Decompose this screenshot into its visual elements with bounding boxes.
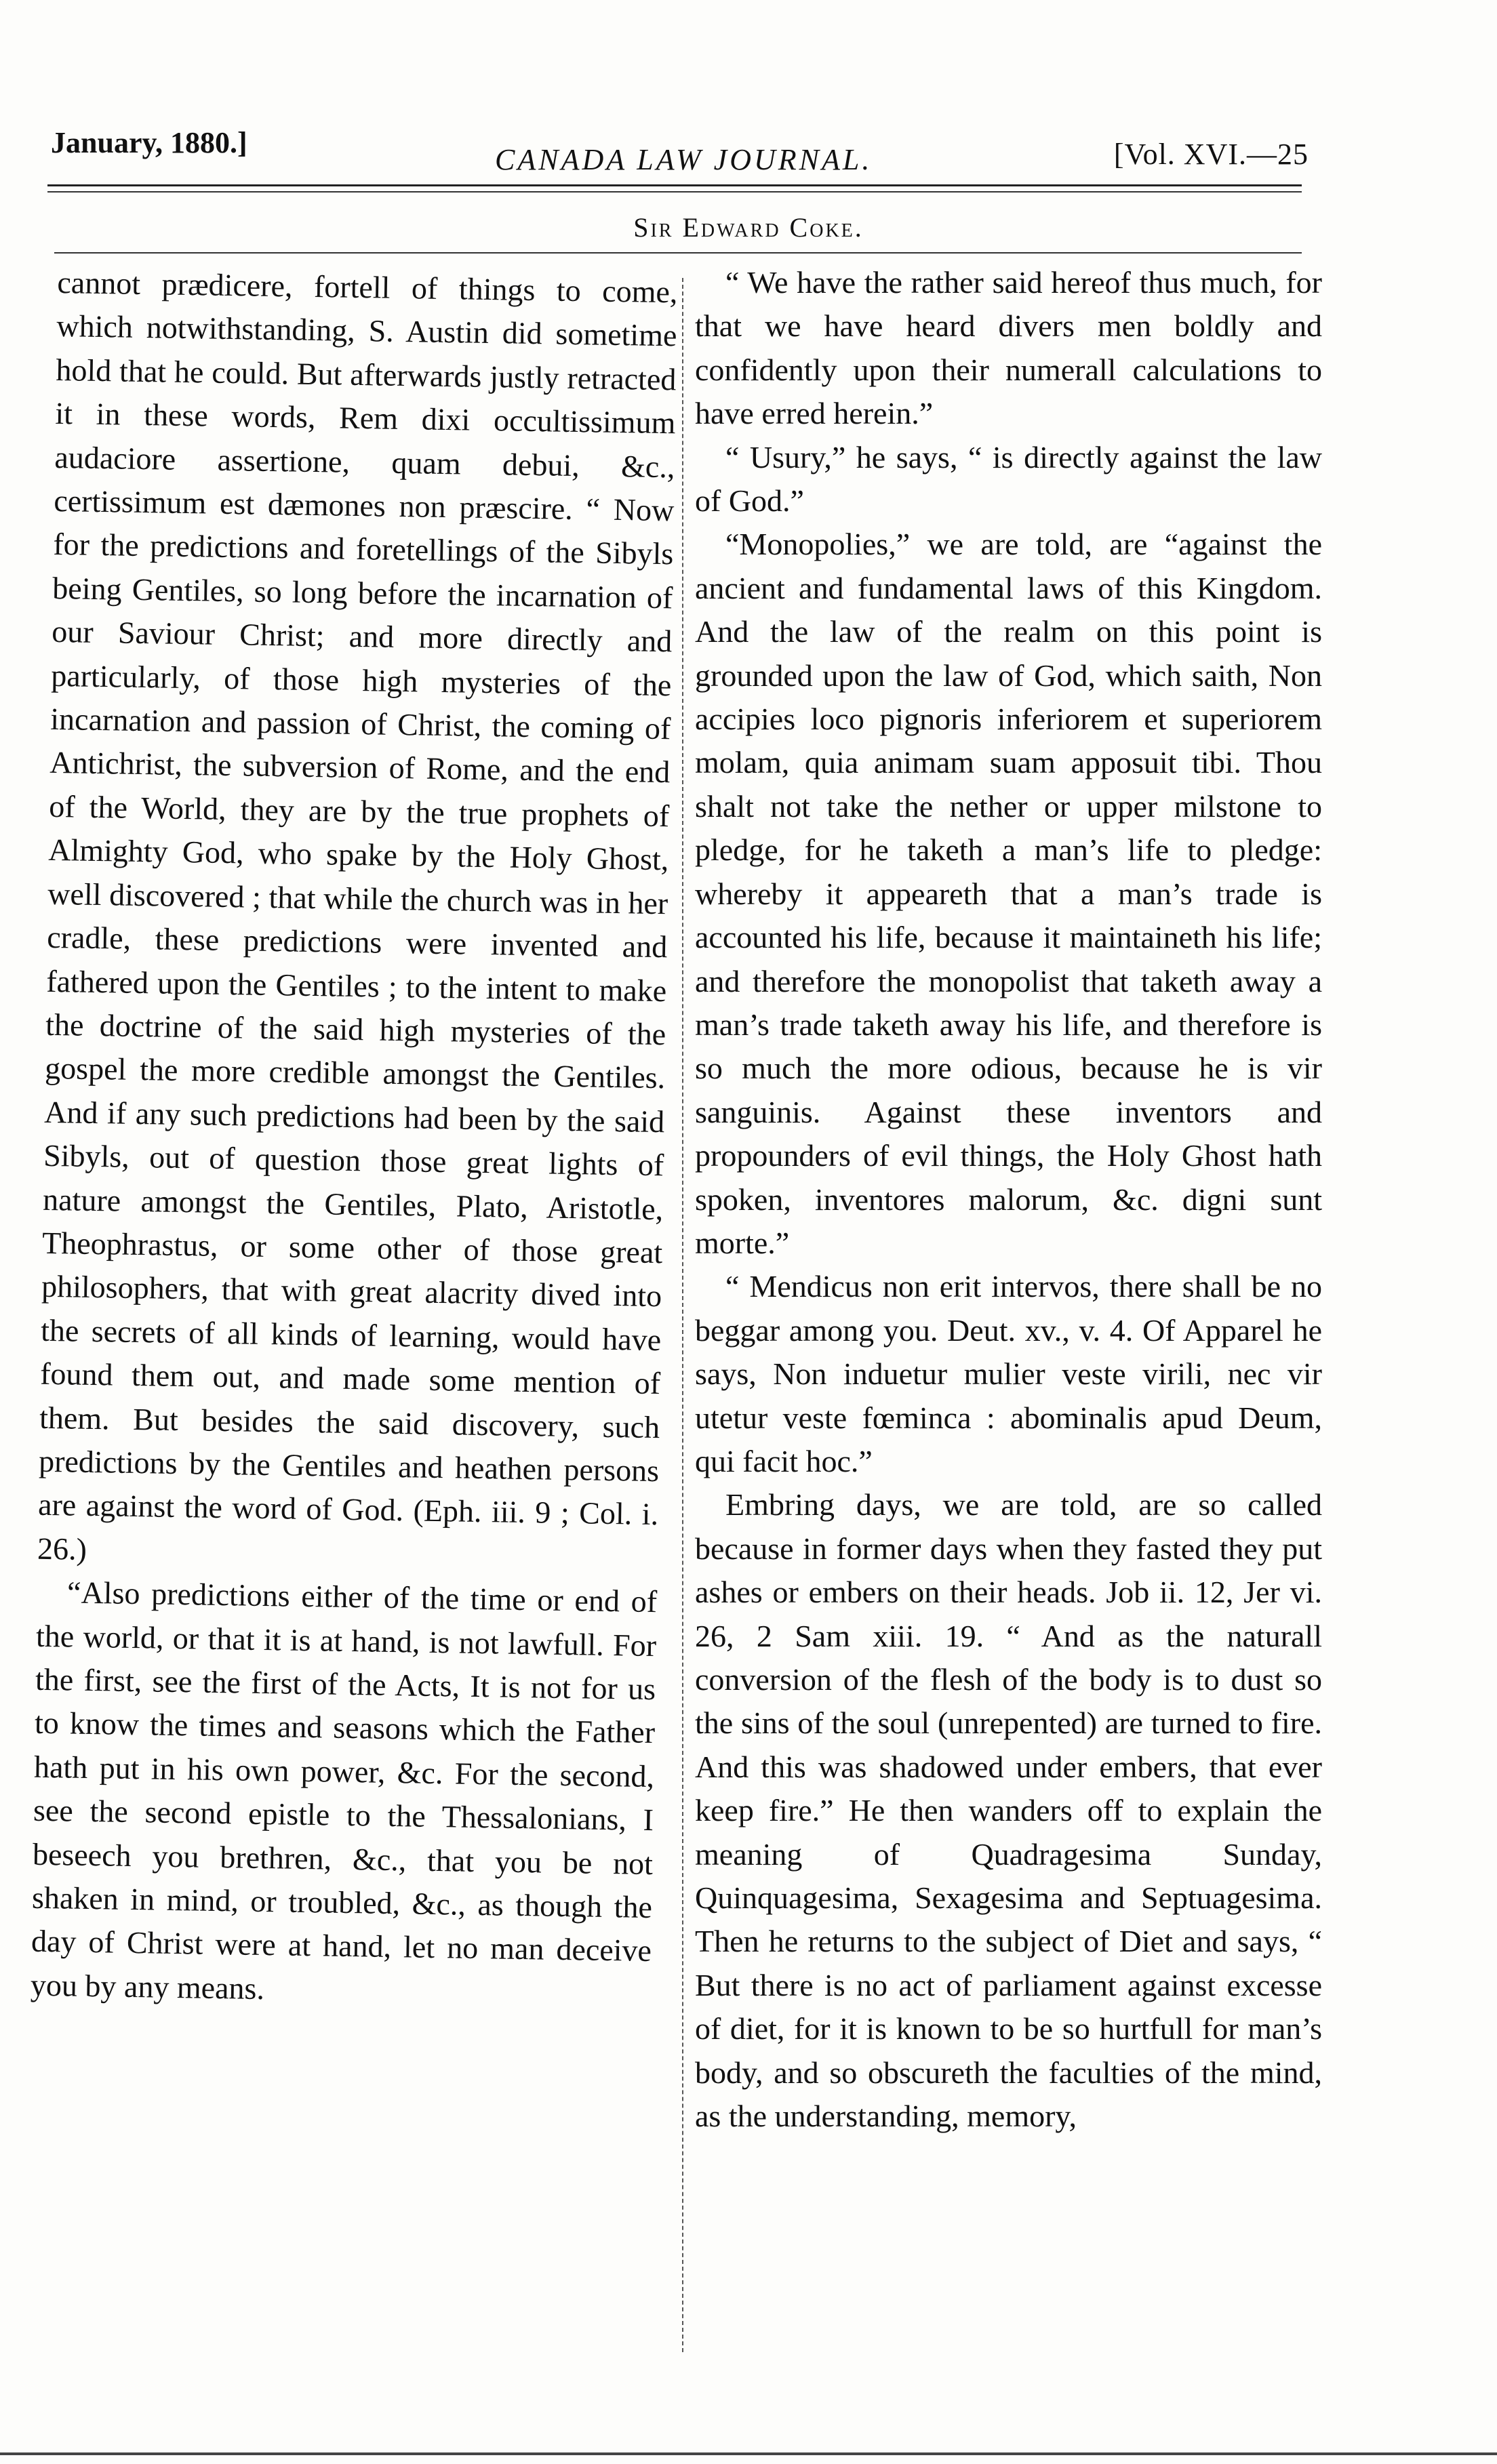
- header-rule: [47, 184, 1302, 186]
- right-paragraph-2: “ Usury,” he says, “ is directly against the law of God.”: [695, 439, 1322, 519]
- volume-page: [Vol. XVI.—25: [1113, 138, 1309, 171]
- right-paragraph-3: “Monopolies,” we are told, are “against the ancient and fundamental laws of this Kingdom. And the law of the realm on this point is grounded upon the law of God, which saith, Non accipies loco pignoris inferiorem et superiorem molam, quia animam suam apposuit tibi. Thou shalt not take the nether or upper milstone to pledge, for he taketh a man’s life to pledge: whereby it appeareth that a man’s trade is accounted his life, because it maintaineth his life; and therefore the monopolist that taketh away a man’s trade taketh away his life, and therefore is so much the more odious, because he is vir sanguinis. Against these inventors and propounders of evil things, the Holy Ghost hath spoken, inventores malorum, &c. digni sunt morte.”: [695, 527, 1322, 1260]
- right-column: [695, 261, 1322, 2138]
- right-paragraph-5: Embring days, we are told, are so called because in former days when they fasted they put ashes or embers on their heads. Job ii. 12, Jer vi. 26, 2 Sam xiii. 19. “ And as the naturall conversion of the flesh of the body is to dust so the sins of the soul (unrepented) are turned to fire. And this was shadowed under embers, that ever keep fire.” He then wanders off to explain the meaning of Quadragesima Sunday, Quinquagesima, Sexagesima and Septuagesima. Then he returns to the subject of Diet and says, “ But there is no act of parliament against excesse of diet, for it is known to be so hurtfull for man’s body, and so obscureth the faculties of the mind, as the understanding, memory,: [695, 1487, 1322, 2134]
- left-paragraph-1: cannot prædicere, fortell of things to come, which notwithstanding, S. Austin did sometime hold that he could. But afterwards justly retracted it in these words, Rem dixi occultissimum audaciore assertione, quam debui, &c., certissimum est dæmones non præscire. “ Now for the predictions and foretellings of the Sibyls being Gentiles, so long before the incarnation of our Saviour Christ; and more directly and particularly, of those high mysteries of the incarnation and passion of Christ, the coming of Antichrist, the subversion of Rome, and the end of the World, they are by the true prophets of Almighty God, who spake by the Holy Ghost, well discovered ; that while the church was in her cradle, these predictions were invented and fathered upon the Gentiles ; to the intent to make the doctrine of the said high mysteries of the gospel the more credible amongst the Gentiles. And if any such predictions had been by the said Sibyls, out of question those great lights of nature amongst the Gentiles, Plato, Aristotle, Theophrastus, or some other of those great philosophers, that with great alacrity dived into the secrets of all kinds of learning, would have found them out, and made some mention of them. But besides the said discovery, such predictions by the Gentiles and heathen persons are against the word of God. (Eph. iii. 9 ; Col. i. 26.): [37, 264, 678, 1567]
- left-column: [31, 261, 678, 2017]
- column-divider: [682, 278, 683, 2352]
- title-rule: [54, 252, 1302, 254]
- right-paragraph-1: “ We have the rather said hereof thus much, for that we have heard divers men boldly and confidently upon their numerall calculations to have erred herein.”: [695, 265, 1322, 431]
- article-title: Sir Edward Coke.: [633, 212, 864, 243]
- issue-date: January, 1880.]: [51, 126, 247, 159]
- journal-title: CANADA LAW JOURNAL.: [495, 143, 873, 176]
- running-header: [47, 122, 1322, 176]
- left-paragraph-2: “Also predictions either of the time or end of the world, or that it is at hand, is not lawfull. For the first, see the first of the Acts, It is not for us to know the times and seasons which the Father hath put in his own power, &c. For the second, see the second epistle to the Thessalonians, I beseech you brethren, &c., that you be not shaken in mind, or troubled, &c., as though the day of Christ were at hand, let no man deceive you by any means.: [30, 1575, 658, 2006]
- right-paragraph-4: “ Mendicus non erit intervos, there shall be no beggar among you. Deut. xv., v. 4. Of Apparel he says, Non induetur mulier veste virili, nec vir utetur veste fœminca : abominalis apud Deum, qui facit hoc.”: [695, 1269, 1322, 1478]
- page-bottom-edge: [0, 2452, 1497, 2455]
- header-rule-double: [47, 191, 1302, 193]
